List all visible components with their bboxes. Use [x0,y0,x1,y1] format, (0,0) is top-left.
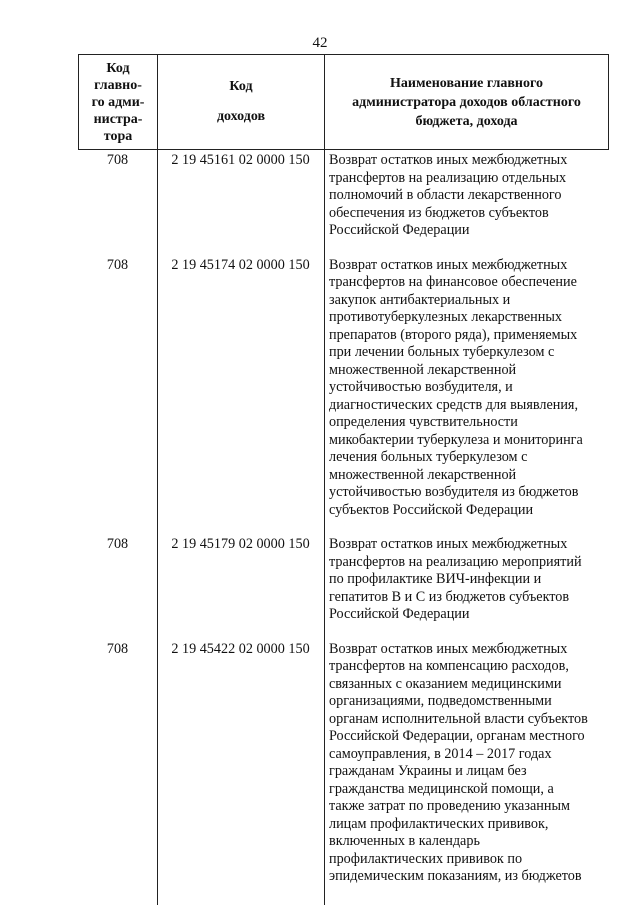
income-code-cell: 2 19 45161 02 0000 150 [171,152,310,168]
admin-code-cell: 708 [106,640,129,657]
income-name-line: Российской Федерации [329,222,470,238]
table-row [78,641,609,886]
header-admin-code-line: тора [103,128,133,144]
table-row [78,257,609,520]
header-admin-code-line: Код [106,60,130,76]
income-name-line: диагностических средств для выявления, [329,396,579,413]
income-name-line: гражданам Украины и лицам без [329,763,527,779]
header-income-code [158,55,325,149]
income-name-line: трансфертов на реализацию мероприятий [329,553,582,570]
income-name-line: гражданства медицинской помощи, а [329,780,554,797]
income-name-line: субъектов Российской Федерации [329,501,534,518]
admin-code-cell: 708 [106,536,129,552]
table-row [78,152,609,240]
header-name [325,55,608,149]
table-row [78,536,609,624]
income-name-line: по профилактике ВИЧ-инфекции и [329,571,542,587]
header-admin-code-line: главно- [94,77,142,93]
income-code-cell: 2 19 45179 02 0000 150 [171,536,310,552]
income-name-line: обеспечения из бюджетов субъектов [329,204,549,221]
income-name-cell [324,257,609,520]
page-number: 42 [312,35,328,51]
income-name-line: Российской Федерации [329,606,470,622]
income-name-line: полномочий в области лекарственного [329,187,562,203]
income-name-line: Возврат остатков иных межбюджетных [329,256,568,273]
header-admin-code-line: го адми- [91,94,145,110]
income-code-cell: 2 19 45174 02 0000 150 [171,256,310,273]
income-name-line: Российской Федерации, органам местного [329,728,585,744]
header-name-line: бюджета, дохода [415,113,518,129]
income-name-line: эпидемическим показаниям, из бюджетов [329,868,582,884]
income-name-line: трансфертов на реализацию отдельных [329,169,567,186]
income-name-line: множественной лекарственной [329,466,517,483]
header-name-line: администратора доходов областного [352,94,581,110]
table-body [78,152,609,903]
income-name-line: Возврат остатков иных межбюджетных [329,536,568,552]
income-name-line: определения чувствительности [329,414,518,430]
income-name-cell [324,641,609,886]
header-admin-code-line: нистра- [93,111,143,127]
income-name-line: препаратов (второго ряда), применяемых [329,326,578,343]
income-name-line: связанных с оказанием медицинскими [329,675,562,692]
income-name-line: органам исполнительной власти субъектов [329,710,588,727]
income-name-line: устойчивостью возбудителя, и [329,379,513,395]
header-name-line: Наименование главного [390,75,543,91]
income-name-line: организациями, подведомственными [329,693,552,709]
header-income-code-line1: Код [229,79,253,94]
income-name-cell [324,152,609,240]
header-admin-code [79,55,158,149]
income-name-line: профилактических прививок по [329,850,523,867]
income-name-line: Возврат остатков иных межбюджетных [329,640,568,657]
income-name-line: устойчивостью возбудителя из бюджетов [329,484,579,500]
admin-code-cell: 708 [106,152,129,168]
income-name-line: трансфертов на финансовое обеспечение [329,274,577,290]
income-code-cell: 2 19 45422 02 0000 150 [171,640,310,657]
income-name-line: множественной лекарственной [329,361,517,378]
income-name-line: при лечении больных туберкулезом с [329,344,555,360]
income-name-line: самоуправления, в 2014 – 2017 годах [329,745,552,762]
income-name-line: Возврат остатков иных межбюджетных [329,152,568,168]
table-header [78,54,609,150]
income-name-line: лицам профилактических прививок, [329,815,549,832]
income-name-cell [324,536,609,624]
header-income-code-line2: доходов [216,109,266,124]
income-name-line: лечения больных туберкулезом с [329,449,528,465]
income-name-line: также затрат по проведению указанным [329,798,570,814]
income-name-line: микобактерии туберкулеза и мониторинга [329,431,583,448]
admin-code-cell: 708 [106,256,129,273]
income-name-line: трансфертов на компенсацию расходов, [329,658,569,674]
income-name-line: гепатитов B и C из бюджетов субъектов [329,588,570,605]
income-name-line: противотуберкулезных лекарственных [329,309,562,325]
income-name-line: включенных в календарь [329,833,480,849]
income-name-line: закупок антибактериальных и [329,291,511,308]
